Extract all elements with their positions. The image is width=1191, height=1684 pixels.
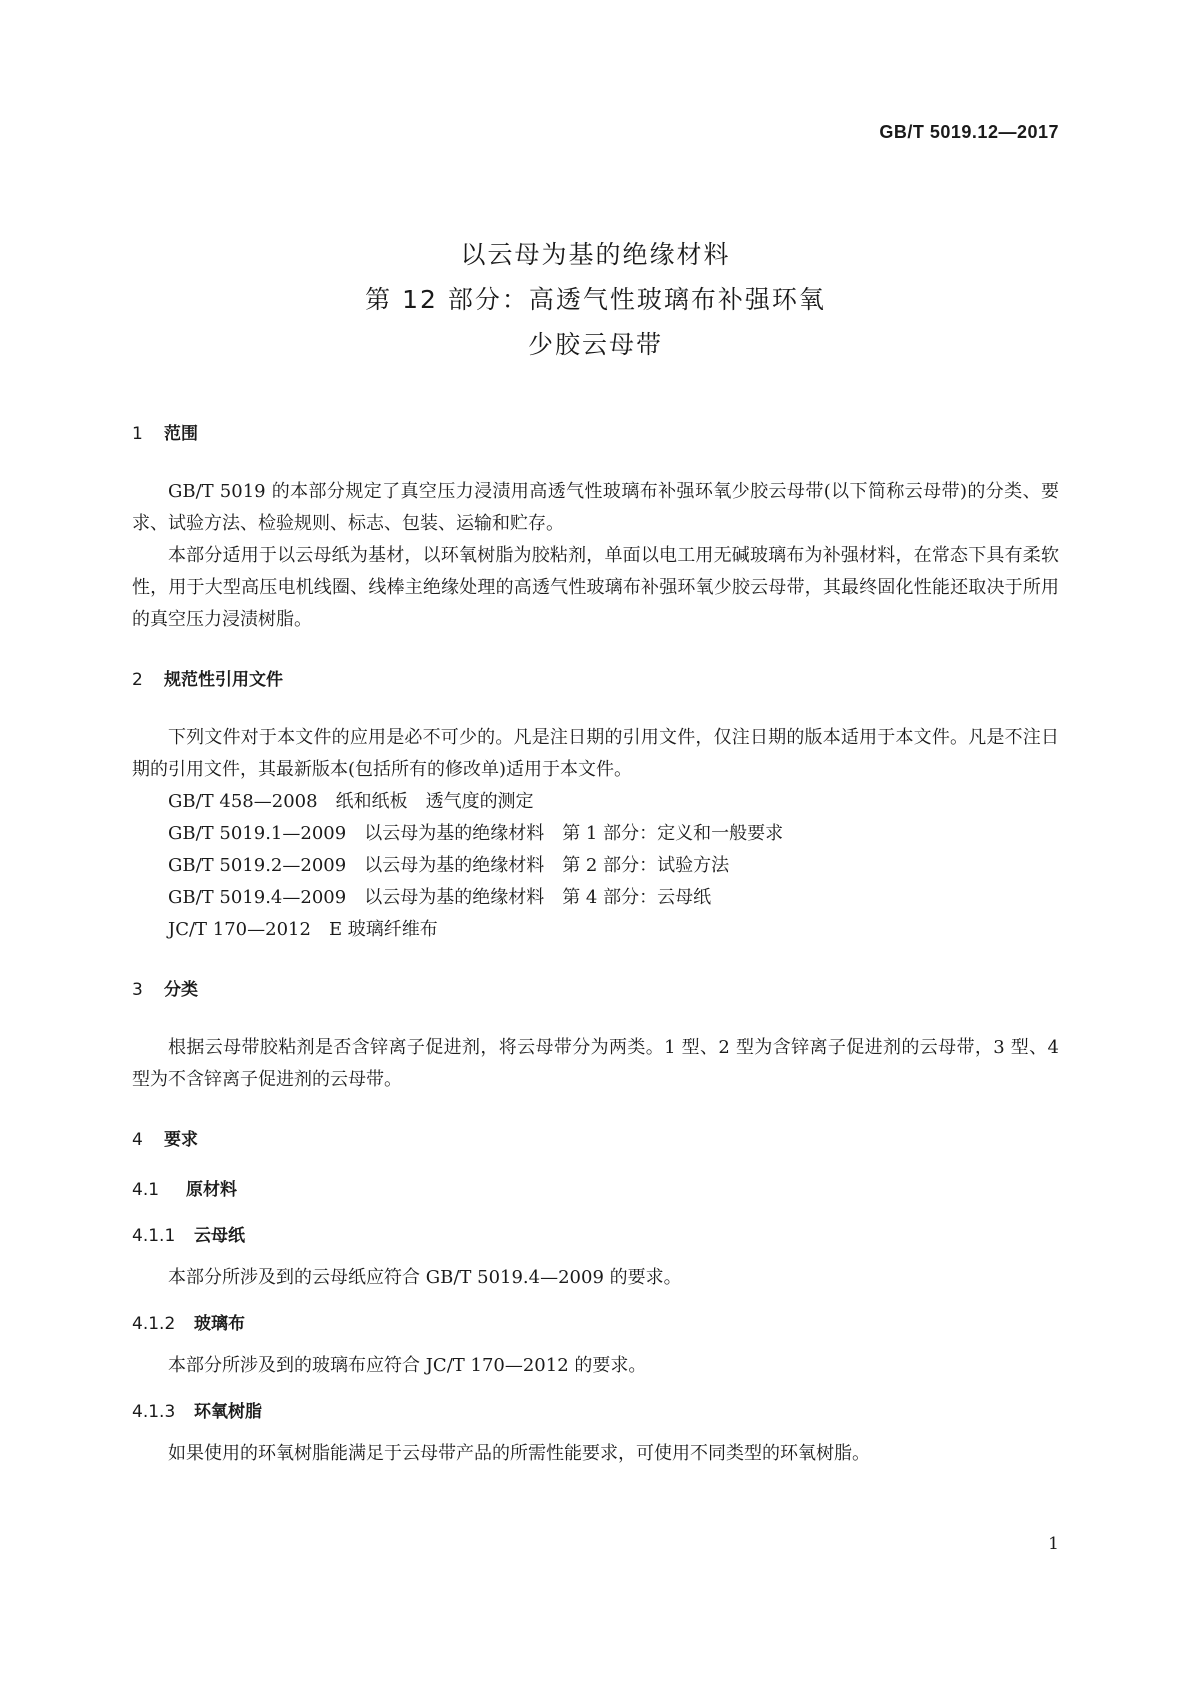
reference-text: GB/T 458—2008 纸和纸板 透气度的测定 (168, 791, 534, 812)
section-number: 4 (132, 1130, 143, 1150)
section-4-1-3-paragraph: 如果使用的环氧树脂能满足于云母带产品的所需性能要求，可使用不同类型的环氧树脂。 (168, 1443, 870, 1464)
section-4-heading (132, 1124, 1059, 1156)
reference-text: JC/T 170—2012 E 玻璃纤维布 (168, 919, 438, 940)
section-title: 环氧树脂 (194, 1402, 262, 1422)
section-number: 4.1 (132, 1180, 160, 1200)
section-title: 云母纸 (194, 1226, 245, 1246)
section-number: 4.1.2 (132, 1314, 176, 1334)
section-title: 要求 (164, 1130, 198, 1150)
section-title: 规范性引用文件 (164, 670, 283, 690)
document-body (132, 418, 1059, 1470)
section-3-heading (132, 974, 1059, 1006)
reference-item (132, 882, 1059, 914)
reference-text: GB/T 5019.4—2009 以云母为基的绝缘材料 第 4 部分：云母纸 (168, 887, 712, 908)
section-2-paragraph-1: 下列文件对于本文件的应用是必不可少的。凡是注日期的引用文件，仅注日期的版本适用于本文件。凡是不注日期的引用文件，其最新版本(包括所有的修改单)适用于本文件。 (132, 727, 1059, 780)
section-number: 1 (132, 424, 143, 444)
standard-code: GB/T 5019.12—2017 (879, 122, 1059, 142)
section-title: 原材料 (186, 1180, 237, 1200)
page-number: 1 (1048, 1534, 1059, 1554)
section-title: 分类 (164, 980, 198, 1000)
section-1-paragraph-1: GB/T 5019 的本部分规定了真空压力浸渍用高透气性玻璃布补强环氧少胶云母带(以下简称云母带)的分类、要求、试验方法、检验规则、标志、包装、运输和贮存。 (132, 481, 1059, 534)
reference-text: GB/T 5019.2—2009 以云母为基的绝缘材料 第 2 部分：试验方法 (168, 855, 730, 876)
reference-item (132, 914, 1059, 946)
document-title (0, 232, 1191, 367)
section-number: 3 (132, 980, 143, 1000)
section-4-1-3-heading (132, 1396, 1059, 1428)
section-4-1-heading (132, 1174, 1059, 1206)
section-4-1-1-paragraph: 本部分所涉及到的云母纸应符合 GB/T 5019.4—2009 的要求。 (168, 1267, 682, 1288)
section-2-heading (132, 664, 1059, 696)
section-title: 玻璃布 (194, 1314, 245, 1334)
title-line-2: 第 12 部分：高透气性玻璃布补强环氧 (365, 285, 826, 314)
section-4-1-1-heading (132, 1220, 1059, 1252)
title-line-1: 以云母为基的绝缘材料 (460, 240, 731, 269)
reference-item (132, 818, 1059, 850)
section-1-paragraph-2: 本部分适用于以云母纸为基材，以环氧树脂为胶粘剂，单面以电工用无碱玻璃布为补强材料，在常态下具有柔软性，用于大型高压电机线圈、线棒主绝缘处理的高透气性玻璃布补强环氧少胶云母带，其最终固化性能还取决于所用的真空压力浸渍树脂。 (132, 545, 1059, 630)
title-line-3: 少胶云母带 (527, 330, 663, 359)
section-4-1-2-paragraph: 本部分所涉及到的玻璃布应符合 JC/T 170—2012 的要求。 (168, 1355, 647, 1376)
section-1-heading (132, 418, 1059, 450)
section-number: 2 (132, 670, 143, 690)
reference-item (132, 786, 1059, 818)
section-number: 4.1.1 (132, 1226, 176, 1246)
reference-item (132, 850, 1059, 882)
section-3-paragraph-1: 根据云母带胶粘剂是否含锌离子促进剂，将云母带分为两类。1 型、2 型为含锌离子促进剂的云母带，3 型、4 型为不含锌离子促进剂的云母带。 (132, 1037, 1059, 1090)
reference-text: GB/T 5019.1—2009 以云母为基的绝缘材料 第 1 部分：定义和一般要求 (168, 823, 784, 844)
section-4-1-2-heading (132, 1308, 1059, 1340)
section-number: 4.1.3 (132, 1402, 176, 1422)
section-title: 范围 (164, 424, 198, 444)
